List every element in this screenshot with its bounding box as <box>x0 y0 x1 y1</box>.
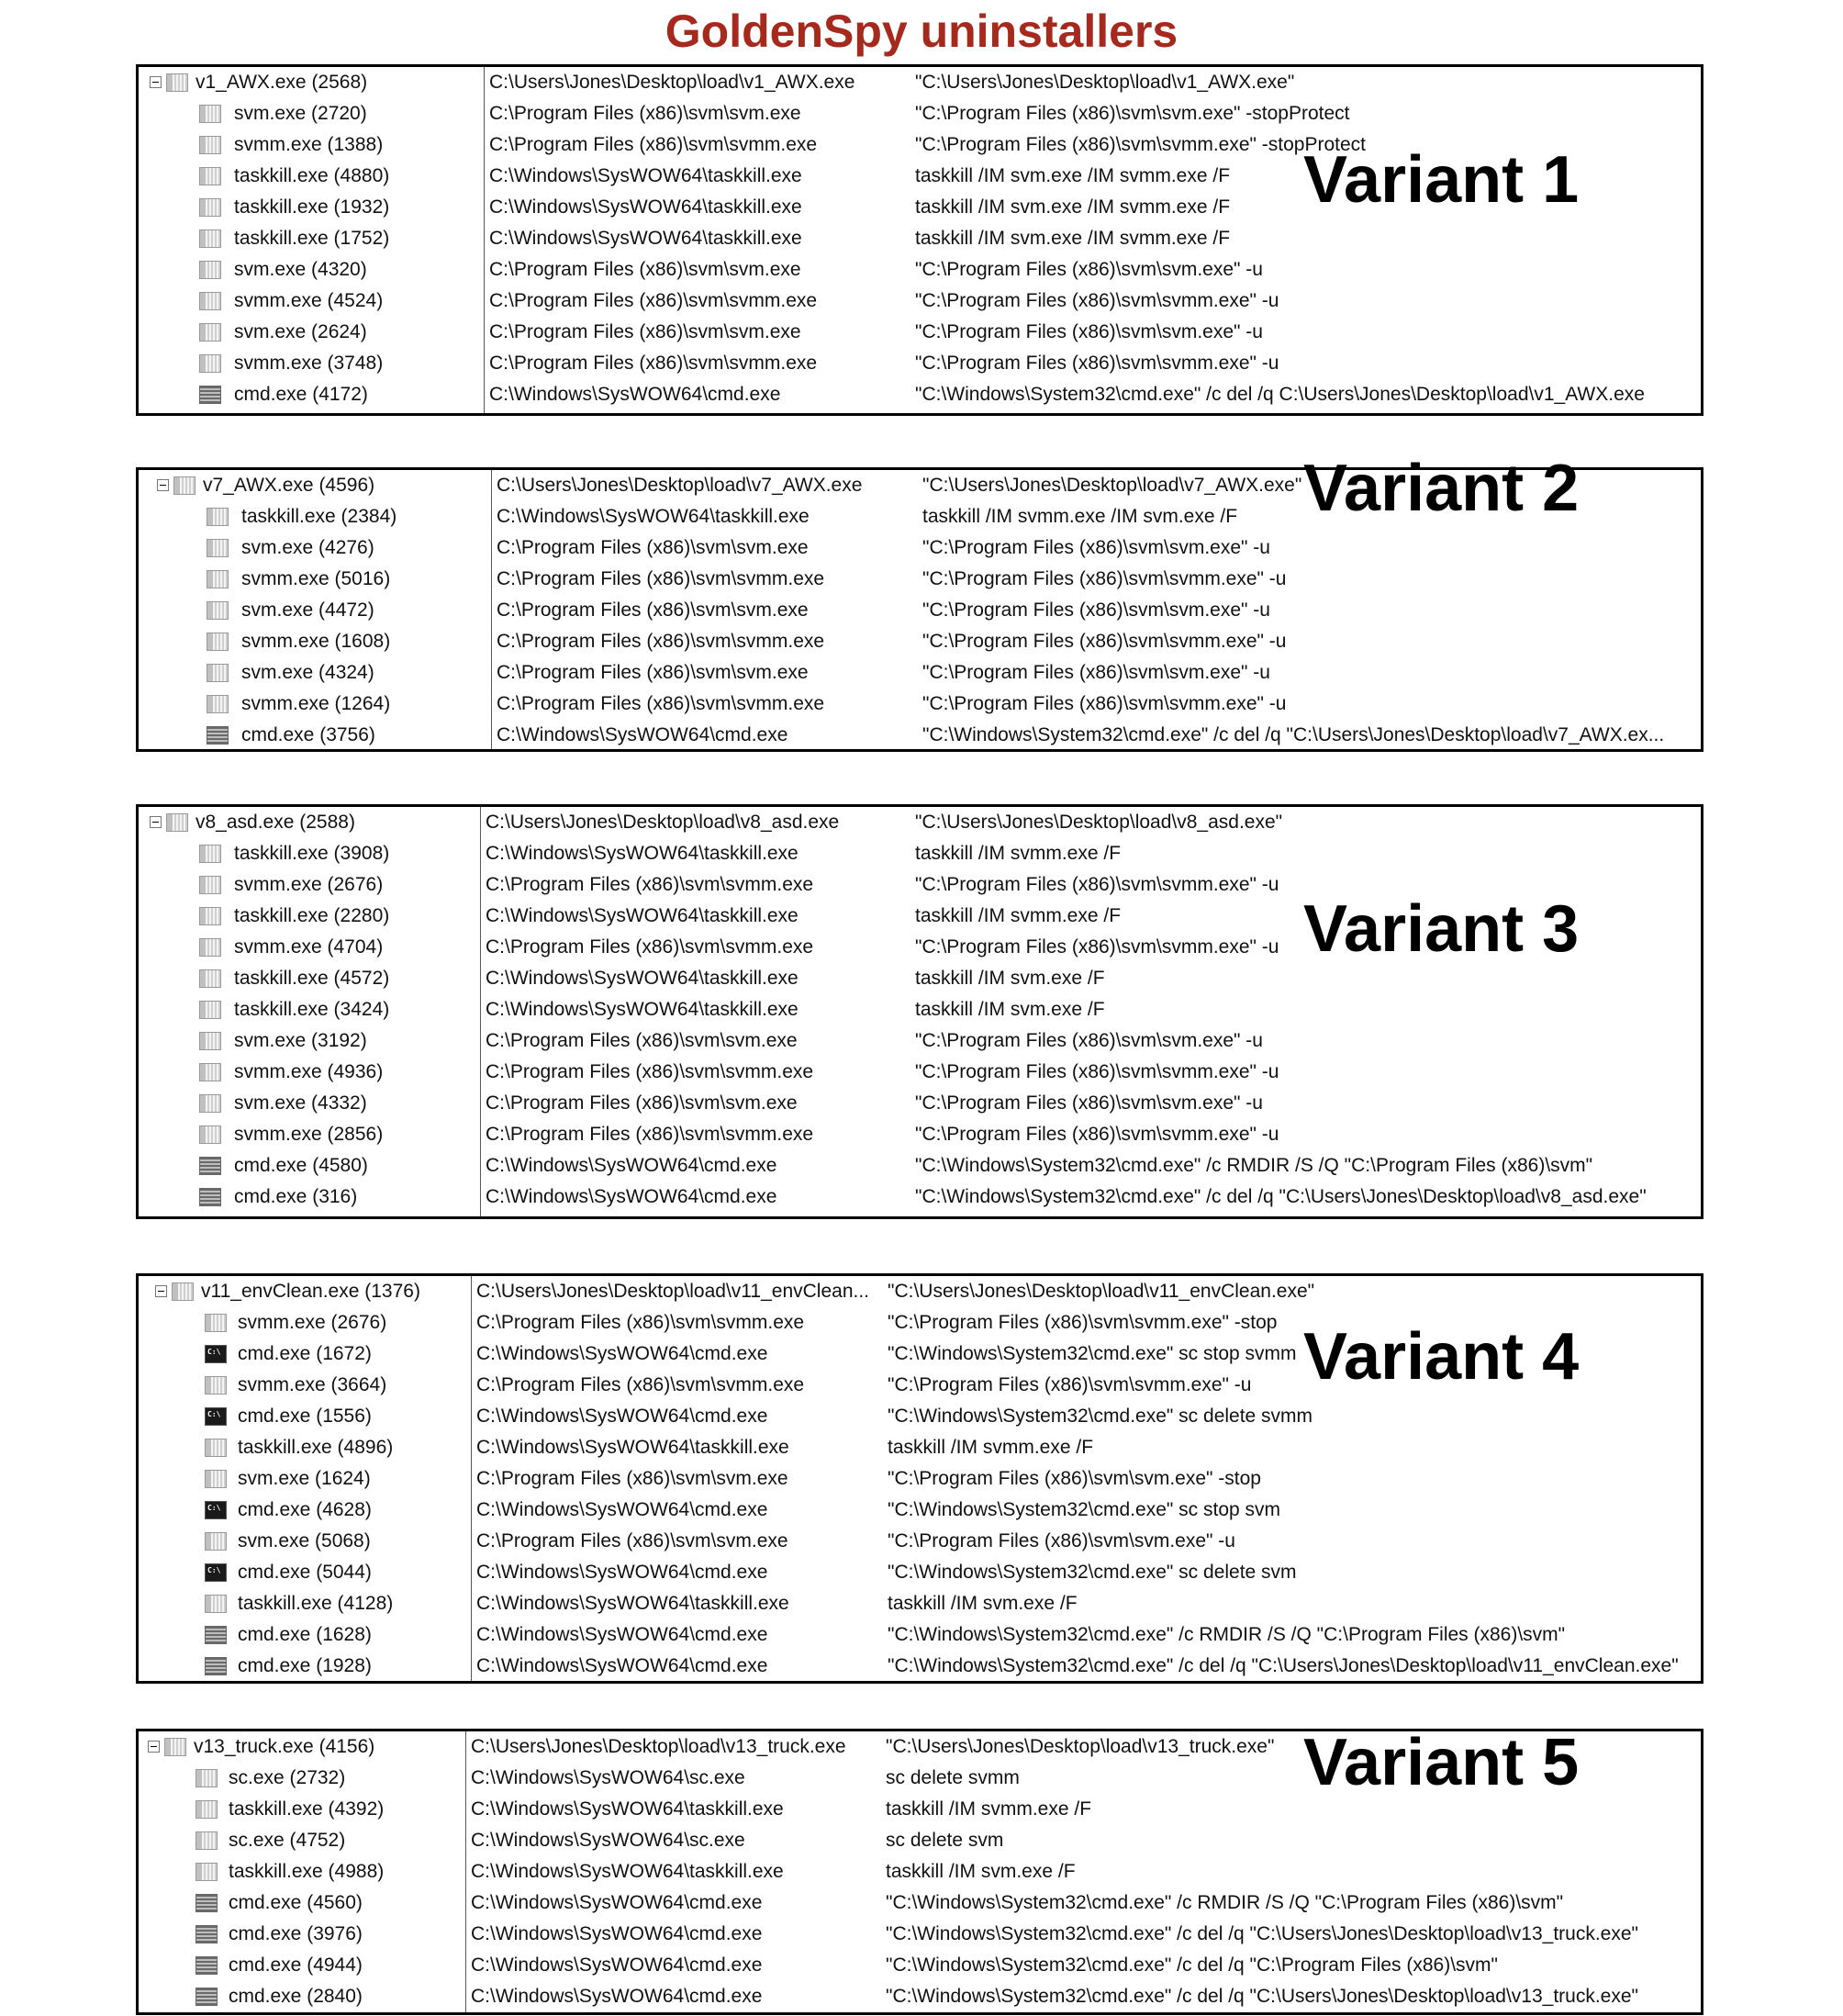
command-line: taskkill /IM svm.exe /F <box>888 1593 1078 1614</box>
process-row[interactable] <box>139 348 1701 379</box>
process-row[interactable] <box>139 1950 1701 1981</box>
image-path: C:\Program Files (x86)\svm\svm.exe <box>486 1030 798 1051</box>
process-name: sc.exe (2732) <box>229 1767 346 1788</box>
command-line: "C:\Users\Jones\Desktop\load\v11_envClean.exe" <box>888 1281 1315 1302</box>
console-app-icon <box>195 1988 218 2006</box>
process-icon <box>164 1738 186 1756</box>
image-path: C:\Program Files (x86)\svm\svm.exe <box>497 537 809 558</box>
process-name: svmm.exe (2676) <box>238 1312 387 1333</box>
image-path: C:\Program Files (x86)\svm\svmm.exe <box>486 936 814 958</box>
process-name: v7_AWX.exe (4596) <box>203 475 375 496</box>
process-name: taskkill.exe (1932) <box>234 196 390 218</box>
process-row[interactable] <box>139 1651 1701 1682</box>
process-name: svm.exe (2624) <box>234 321 367 342</box>
process-row[interactable] <box>139 595 1701 626</box>
process-icon <box>207 570 229 588</box>
command-line: "C:\Program Files (x86)\svm\svm.exe" -u <box>915 321 1263 342</box>
image-path: C:\Program Files (x86)\svm\svmm.exe <box>497 568 825 589</box>
process-icon <box>199 167 221 185</box>
process-name: taskkill.exe (1752) <box>234 228 390 249</box>
process-row[interactable] <box>139 626 1701 657</box>
process-name: cmd.exe (5044) <box>238 1562 372 1583</box>
process-icon <box>172 1282 194 1301</box>
command-line: taskkill /IM svm.exe /F <box>915 968 1105 989</box>
process-name: cmd.exe (3756) <box>241 724 375 745</box>
command-line: sc delete svm <box>886 1830 1004 1851</box>
collapse-toggle-icon[interactable] <box>150 76 162 88</box>
command-line: taskkill /IM svmm.exe /F <box>915 843 1122 864</box>
process-row[interactable] <box>139 1150 1701 1182</box>
process-row[interactable] <box>139 1981 1701 2012</box>
console-app-icon <box>199 1157 221 1175</box>
process-icon <box>199 938 221 957</box>
command-line: "C:\Program Files (x86)\svm\svmm.exe" -u <box>922 568 1287 589</box>
image-path: C:\Windows\SysWOW64\taskkill.exe <box>489 165 802 186</box>
process-name: cmd.exe (1628) <box>238 1624 372 1645</box>
process-name: cmd.exe (3976) <box>229 1923 363 1944</box>
command-line: "C:\Program Files (x86)\svm\svmm.exe" -stopProtect <box>915 134 1367 155</box>
process-icon <box>207 633 229 651</box>
image-path: C:\Program Files (x86)\svm\svm.exe <box>486 1092 798 1114</box>
image-path: C:\Windows\SysWOW64\sc.exe <box>471 1767 745 1788</box>
command-line: "C:\Users\Jones\Desktop\load\v1_AWX.exe" <box>915 72 1295 93</box>
image-path: C:\Program Files (x86)\svm\svmm.exe <box>489 134 818 155</box>
process-row[interactable] <box>139 1119 1701 1150</box>
process-row[interactable] <box>139 1825 1701 1856</box>
process-icon <box>205 1376 227 1394</box>
process-row[interactable] <box>139 1463 1701 1495</box>
image-path: C:\Program Files (x86)\svm\svmm.exe <box>489 290 818 311</box>
process-name: svmm.exe (1388) <box>234 134 384 155</box>
process-name: svmm.exe (1264) <box>241 693 391 714</box>
image-path: C:\Program Files (x86)\svm\svmm.exe <box>486 1061 814 1082</box>
process-icon <box>199 261 221 279</box>
process-name: svmm.exe (5016) <box>241 568 391 589</box>
process-row[interactable] <box>139 98 1701 129</box>
image-path: C:\Windows\SysWOW64\taskkill.exe <box>486 968 799 989</box>
console-app-icon <box>205 1563 227 1582</box>
command-line: "C:\Program Files (x86)\svm\svmm.exe" -u <box>915 290 1279 311</box>
variant-label: Variant 4 <box>1303 1320 1580 1394</box>
process-name: svm.exe (5068) <box>238 1530 371 1551</box>
command-line: "C:\Program Files (x86)\svm\svm.exe" -u <box>915 259 1263 280</box>
process-name: svm.exe (2720) <box>234 103 367 124</box>
tree-root-row[interactable] <box>139 1276 1701 1307</box>
command-line: "C:\Program Files (x86)\svm\svm.exe" -u <box>915 1030 1263 1051</box>
process-icon <box>207 664 229 682</box>
process-row[interactable] <box>139 1025 1701 1057</box>
command-line: "C:\Windows\System32\cmd.exe" /c RMDIR /S /Q "C:\Program Files (x86)\svm" <box>915 1155 1593 1176</box>
console-app-icon <box>205 1407 227 1426</box>
process-row[interactable] <box>139 657 1701 689</box>
command-line: "C:\Program Files (x86)\svm\svmm.exe" -u <box>915 1061 1279 1082</box>
process-name: taskkill.exe (4880) <box>234 165 390 186</box>
process-icon <box>205 1595 227 1613</box>
command-line: "C:\Windows\System32\cmd.exe" /c del /q "C:\Users\Jones\Desktop\load\v11_envClean.exe" <box>888 1655 1679 1676</box>
process-row[interactable] <box>139 1432 1701 1463</box>
process-name: svm.exe (3192) <box>234 1030 367 1051</box>
process-name: svm.exe (4332) <box>234 1092 367 1114</box>
process-icon <box>205 1439 227 1457</box>
process-row[interactable] <box>139 689 1701 720</box>
process-tree-panel-1 <box>136 64 1703 416</box>
collapse-toggle-icon[interactable] <box>150 816 162 828</box>
collapse-toggle-icon[interactable] <box>155 1285 167 1297</box>
image-path: C:\Users\Jones\Desktop\load\v11_envClean... <box>476 1281 869 1302</box>
variant-label: Variant 1 <box>1303 143 1580 217</box>
process-name: svmm.exe (3664) <box>238 1374 387 1395</box>
process-icon <box>199 907 221 925</box>
process-name: taskkill.exe (3424) <box>234 999 390 1020</box>
image-path: C:\Windows\SysWOW64\cmd.exe <box>476 1499 768 1520</box>
process-name: svm.exe (4472) <box>241 599 374 621</box>
process-icon <box>195 1863 218 1881</box>
command-line: "C:\Windows\System32\cmd.exe" sc stop svmm <box>888 1343 1297 1364</box>
process-icon <box>207 601 229 620</box>
process-row[interactable] <box>139 1526 1701 1557</box>
command-line: taskkill /IM svm.exe /IM svmm.exe /F <box>915 196 1231 218</box>
process-name: cmd.exe (4944) <box>229 1954 363 1976</box>
process-row[interactable] <box>139 1057 1701 1088</box>
process-name: v11_envClean.exe (1376) <box>201 1281 420 1302</box>
command-line: sc delete svmm <box>886 1767 1020 1788</box>
process-row[interactable] <box>139 1088 1701 1119</box>
console-app-icon <box>195 1894 218 1912</box>
process-icon <box>199 845 221 863</box>
command-line: "C:\Program Files (x86)\svm\svm.exe" -u <box>922 537 1270 558</box>
process-icon <box>166 813 188 832</box>
command-line: "C:\Windows\System32\cmd.exe" sc delete svmm <box>888 1406 1313 1427</box>
command-line: "C:\Program Files (x86)\svm\svm.exe" -u <box>888 1530 1235 1551</box>
variant-label: Variant 2 <box>1303 452 1580 525</box>
command-line: "C:\Program Files (x86)\svm\svmm.exe" -u <box>888 1374 1252 1395</box>
image-path: C:\Program Files (x86)\svm\svm.exe <box>497 662 809 683</box>
process-row[interactable] <box>139 720 1701 751</box>
image-path: C:\Windows\SysWOW64\taskkill.exe <box>471 1861 784 1882</box>
variant-label: Variant 3 <box>1303 892 1580 966</box>
image-path: C:\Windows\SysWOW64\taskkill.exe <box>489 196 802 218</box>
process-icon <box>166 73 188 92</box>
image-path: C:\Program Files (x86)\svm\svm.exe <box>489 321 801 342</box>
process-icon <box>205 1314 227 1332</box>
process-name: cmd.exe (4580) <box>234 1155 368 1176</box>
command-line: "C:\Program Files (x86)\svm\svm.exe" -stop <box>888 1468 1261 1489</box>
process-name: taskkill.exe (4392) <box>229 1798 385 1820</box>
process-icon <box>173 476 195 495</box>
process-row[interactable] <box>139 1619 1701 1651</box>
console-app-icon <box>195 1925 218 1943</box>
image-path: C:\Windows\SysWOW64\cmd.exe <box>471 1986 763 2007</box>
process-icon <box>199 1032 221 1050</box>
image-path: C:\Program Files (x86)\svm\svmm.exe <box>497 693 825 714</box>
process-row[interactable] <box>139 286 1701 317</box>
command-line: "C:\Program Files (x86)\svm\svm.exe" -u <box>922 662 1270 683</box>
process-icon <box>199 1126 221 1144</box>
process-icon <box>199 323 221 342</box>
process-name: taskkill.exe (4896) <box>238 1437 394 1458</box>
process-row[interactable] <box>139 532 1701 564</box>
process-name: svmm.exe (4524) <box>234 290 384 311</box>
image-path: C:\Program Files (x86)\svm\svmm.exe <box>486 1124 814 1145</box>
command-line: "C:\Windows\System32\cmd.exe" /c RMDIR /S /Q "C:\Program Files (x86)\svm" <box>886 1892 1564 1913</box>
image-path: C:\Users\Jones\Desktop\load\v1_AWX.exe <box>489 72 855 93</box>
command-line: "C:\Windows\System32\cmd.exe" /c del /q "C:\Program Files (x86)\svm" <box>886 1954 1498 1976</box>
command-line: taskkill /IM svmm.exe /F <box>915 905 1122 926</box>
process-name: cmd.exe (1928) <box>238 1655 372 1676</box>
command-line: "C:\Program Files (x86)\svm\svmm.exe" -u <box>915 353 1279 374</box>
image-path: C:\Program Files (x86)\svm\svmm.exe <box>486 874 814 895</box>
process-row[interactable] <box>139 1182 1701 1213</box>
process-name: svmm.exe (3748) <box>234 353 384 374</box>
console-app-icon <box>195 1956 218 1975</box>
process-name: svm.exe (4276) <box>241 537 374 558</box>
image-path: C:\Program Files (x86)\svm\svm.exe <box>489 259 801 280</box>
command-line: "C:\Windows\System32\cmd.exe" /c del /q "C:\Users\Jones\Desktop\load\v13_truck.exe" <box>886 1923 1638 1944</box>
process-icon <box>199 230 221 248</box>
command-line: "C:\Windows\System32\cmd.exe" /c del /q "C:\Users\Jones\Desktop\load\v8_asd.exe" <box>915 1186 1647 1207</box>
process-row[interactable] <box>139 1919 1701 1950</box>
console-app-icon <box>205 1626 227 1644</box>
image-path: C:\Program Files (x86)\svm\svm.exe <box>489 103 801 124</box>
process-icon <box>199 876 221 894</box>
command-line: "C:\Program Files (x86)\svm\svmm.exe" -u <box>915 1124 1279 1145</box>
image-path: C:\Windows\SysWOW64\taskkill.exe <box>476 1593 789 1614</box>
process-name: taskkill.exe (4128) <box>238 1593 394 1614</box>
process-icon <box>207 695 229 713</box>
process-name: svmm.exe (2856) <box>234 1124 384 1145</box>
process-row[interactable] <box>139 994 1701 1025</box>
page-title: GoldenSpy uninstallers <box>665 6 1178 57</box>
process-name: taskkill.exe (2280) <box>234 905 390 926</box>
process-row[interactable] <box>139 317 1701 348</box>
process-row[interactable] <box>139 1588 1701 1619</box>
command-line: "C:\Users\Jones\Desktop\load\v7_AWX.exe" <box>922 475 1302 496</box>
process-icon <box>199 1001 221 1019</box>
image-path: C:\Windows\SysWOW64\cmd.exe <box>476 1655 768 1676</box>
process-row[interactable] <box>139 1557 1701 1588</box>
process-name: svm.exe (4324) <box>241 662 374 683</box>
process-name: sc.exe (4752) <box>229 1830 346 1851</box>
process-name: svm.exe (1624) <box>238 1468 371 1489</box>
command-line: "C:\Program Files (x86)\svm\svm.exe" -u <box>922 599 1270 621</box>
tree-root-row[interactable] <box>139 67 1701 98</box>
console-app-icon <box>199 1188 221 1206</box>
console-app-icon <box>207 726 229 745</box>
image-path: C:\Windows\SysWOW64\taskkill.exe <box>486 905 799 926</box>
image-path: C:\Windows\SysWOW64\cmd.exe <box>471 1954 763 1976</box>
command-line: "C:\Windows\System32\cmd.exe" /c del /q "C:\Users\Jones\Desktop\load\v13_truck.exe" <box>886 1986 1638 2007</box>
process-name: svmm.exe (4704) <box>234 936 384 958</box>
image-path: C:\Windows\SysWOW64\taskkill.exe <box>476 1437 789 1458</box>
process-icon <box>205 1532 227 1551</box>
command-line: taskkill /IM svmm.exe /F <box>886 1798 1092 1820</box>
console-app-icon <box>205 1345 227 1363</box>
command-line: taskkill /IM svmm.exe /IM svm.exe /F <box>922 506 1238 527</box>
process-icon <box>199 969 221 988</box>
process-icon <box>205 1470 227 1488</box>
process-tree-panel-3 <box>136 804 1703 1219</box>
process-name: svm.exe (4320) <box>234 259 367 280</box>
command-line: taskkill /IM svmm.exe /F <box>888 1437 1094 1458</box>
process-name: v1_AWX.exe (2568) <box>195 72 368 93</box>
process-row[interactable] <box>139 1401 1701 1432</box>
image-path: C:\Users\Jones\Desktop\load\v7_AWX.exe <box>497 475 863 496</box>
image-path: C:\Users\Jones\Desktop\load\v8_asd.exe <box>486 812 840 833</box>
image-path: C:\Windows\SysWOW64\cmd.exe <box>476 1406 768 1427</box>
image-path: C:\Windows\SysWOW64\taskkill.exe <box>489 228 802 249</box>
command-line: "C:\Program Files (x86)\svm\svmm.exe" -u <box>922 693 1287 714</box>
command-line: taskkill /IM svm.exe /F <box>886 1861 1076 1882</box>
image-path: C:\Program Files (x86)\svm\svmm.exe <box>497 631 825 652</box>
command-line: "C:\Program Files (x86)\svm\svmm.exe" -u <box>915 874 1279 895</box>
image-path: C:\Windows\SysWOW64\cmd.exe <box>476 1343 768 1364</box>
process-icon <box>199 1094 221 1113</box>
process-name: cmd.exe (4560) <box>229 1892 363 1913</box>
process-name: svmm.exe (1608) <box>241 631 391 652</box>
command-line: "C:\Windows\System32\cmd.exe" /c RMDIR /S /Q "C:\Program Files (x86)\svm" <box>888 1624 1566 1645</box>
process-icon <box>199 1063 221 1081</box>
command-line: "C:\Windows\System32\cmd.exe" sc delete svm <box>888 1562 1297 1583</box>
process-row[interactable] <box>139 1495 1701 1526</box>
command-line: "C:\Program Files (x86)\svm\svm.exe" -stopProtect <box>915 103 1350 124</box>
process-row[interactable] <box>139 254 1701 286</box>
image-path: C:\Program Files (x86)\svm\svm.exe <box>497 599 809 621</box>
process-icon <box>199 136 221 154</box>
image-path: C:\Windows\SysWOW64\cmd.exe <box>497 724 788 745</box>
image-path: C:\Windows\SysWOW64\cmd.exe <box>476 1562 768 1583</box>
command-line: taskkill /IM svm.exe /IM svmm.exe /F <box>915 228 1231 249</box>
image-path: C:\Windows\SysWOW64\taskkill.exe <box>471 1798 784 1820</box>
image-path: C:\Program Files (x86)\svm\svmm.exe <box>476 1374 805 1395</box>
process-name: v13_truck.exe (4156) <box>194 1736 375 1757</box>
command-line: "C:\Windows\System32\cmd.exe" /c del /q C:\Users\Jones\Desktop\load\v1_AWX.exe <box>915 384 1645 405</box>
process-name: svmm.exe (4936) <box>234 1061 384 1082</box>
process-name: svmm.exe (2676) <box>234 874 384 895</box>
process-row[interactable] <box>139 223 1701 254</box>
process-name: cmd.exe (4172) <box>234 384 368 405</box>
process-icon <box>195 1769 218 1787</box>
command-line: taskkill /IM svm.exe /IM svmm.exe /F <box>915 165 1231 186</box>
process-icon <box>199 198 221 217</box>
process-icon <box>199 354 221 373</box>
command-line: "C:\Program Files (x86)\svm\svmm.exe" -u <box>922 631 1287 652</box>
console-app-icon <box>199 386 221 404</box>
command-line: "C:\Users\Jones\Desktop\load\v8_asd.exe" <box>915 812 1283 833</box>
console-app-icon <box>205 1501 227 1519</box>
image-path: C:\Program Files (x86)\svm\svmm.exe <box>489 353 818 374</box>
image-path: C:\Program Files (x86)\svm\svm.exe <box>476 1530 788 1551</box>
command-line: "C:\Program Files (x86)\svm\svmm.exe" -u <box>915 936 1279 958</box>
image-path: C:\Windows\SysWOW64\cmd.exe <box>489 384 781 405</box>
process-row[interactable] <box>139 1856 1701 1887</box>
image-path: C:\Users\Jones\Desktop\load\v13_truck.exe <box>471 1736 846 1757</box>
process-name: cmd.exe (4628) <box>238 1499 372 1520</box>
process-name: cmd.exe (316) <box>234 1186 358 1207</box>
process-name: taskkill.exe (3908) <box>234 843 390 864</box>
process-name: cmd.exe (2840) <box>229 1986 363 2007</box>
image-path: C:\Windows\SysWOW64\taskkill.exe <box>486 843 799 864</box>
process-name: taskkill.exe (2384) <box>241 506 397 527</box>
process-icon <box>207 508 229 526</box>
command-line: "C:\Windows\System32\cmd.exe" /c del /q "C:\Users\Jones\Desktop\load\v7_AWX.ex... <box>922 724 1665 745</box>
tree-root-row[interactable] <box>139 807 1701 838</box>
process-row[interactable] <box>139 379 1701 410</box>
process-name: taskkill.exe (4988) <box>229 1861 385 1882</box>
process-icon <box>195 1800 218 1819</box>
process-name: cmd.exe (1556) <box>238 1406 372 1427</box>
command-line: "C:\Users\Jones\Desktop\load\v13_truck.exe" <box>886 1736 1275 1757</box>
collapse-toggle-icon[interactable] <box>157 479 169 491</box>
process-name: v8_asd.exe (2588) <box>195 812 355 833</box>
process-icon <box>195 1831 218 1850</box>
process-icon <box>207 539 229 557</box>
command-line: taskkill /IM svm.exe /F <box>915 999 1105 1020</box>
command-line: "C:\Program Files (x86)\svm\svm.exe" -u <box>915 1092 1263 1114</box>
command-line: "C:\Program Files (x86)\svm\svmm.exe" -stop <box>888 1312 1278 1333</box>
collapse-toggle-icon[interactable] <box>148 1741 160 1753</box>
image-path: C:\Windows\SysWOW64\cmd.exe <box>471 1892 763 1913</box>
process-row[interactable] <box>139 838 1701 869</box>
process-row[interactable] <box>139 564 1701 595</box>
command-line: "C:\Windows\System32\cmd.exe" sc stop svm <box>888 1499 1281 1520</box>
image-path: C:\Windows\SysWOW64\cmd.exe <box>476 1624 768 1645</box>
image-path: C:\Windows\SysWOW64\cmd.exe <box>486 1155 777 1176</box>
image-path: C:\Windows\SysWOW64\sc.exe <box>471 1830 745 1851</box>
process-name: taskkill.exe (4572) <box>234 968 390 989</box>
process-name: cmd.exe (1672) <box>238 1343 372 1364</box>
image-path: C:\Windows\SysWOW64\cmd.exe <box>486 1186 777 1207</box>
image-path: C:\Program Files (x86)\svm\svm.exe <box>476 1468 788 1489</box>
image-path: C:\Windows\SysWOW64\cmd.exe <box>471 1923 763 1944</box>
process-icon <box>199 292 221 310</box>
image-path: C:\Windows\SysWOW64\taskkill.exe <box>497 506 810 527</box>
image-path: C:\Windows\SysWOW64\taskkill.exe <box>486 999 799 1020</box>
variant-label: Variant 5 <box>1303 1726 1580 1799</box>
process-row[interactable] <box>139 1887 1701 1919</box>
image-path: C:\Program Files (x86)\svm\svmm.exe <box>476 1312 805 1333</box>
process-icon <box>199 105 221 123</box>
process-row[interactable] <box>139 963 1701 994</box>
console-app-icon <box>205 1657 227 1675</box>
